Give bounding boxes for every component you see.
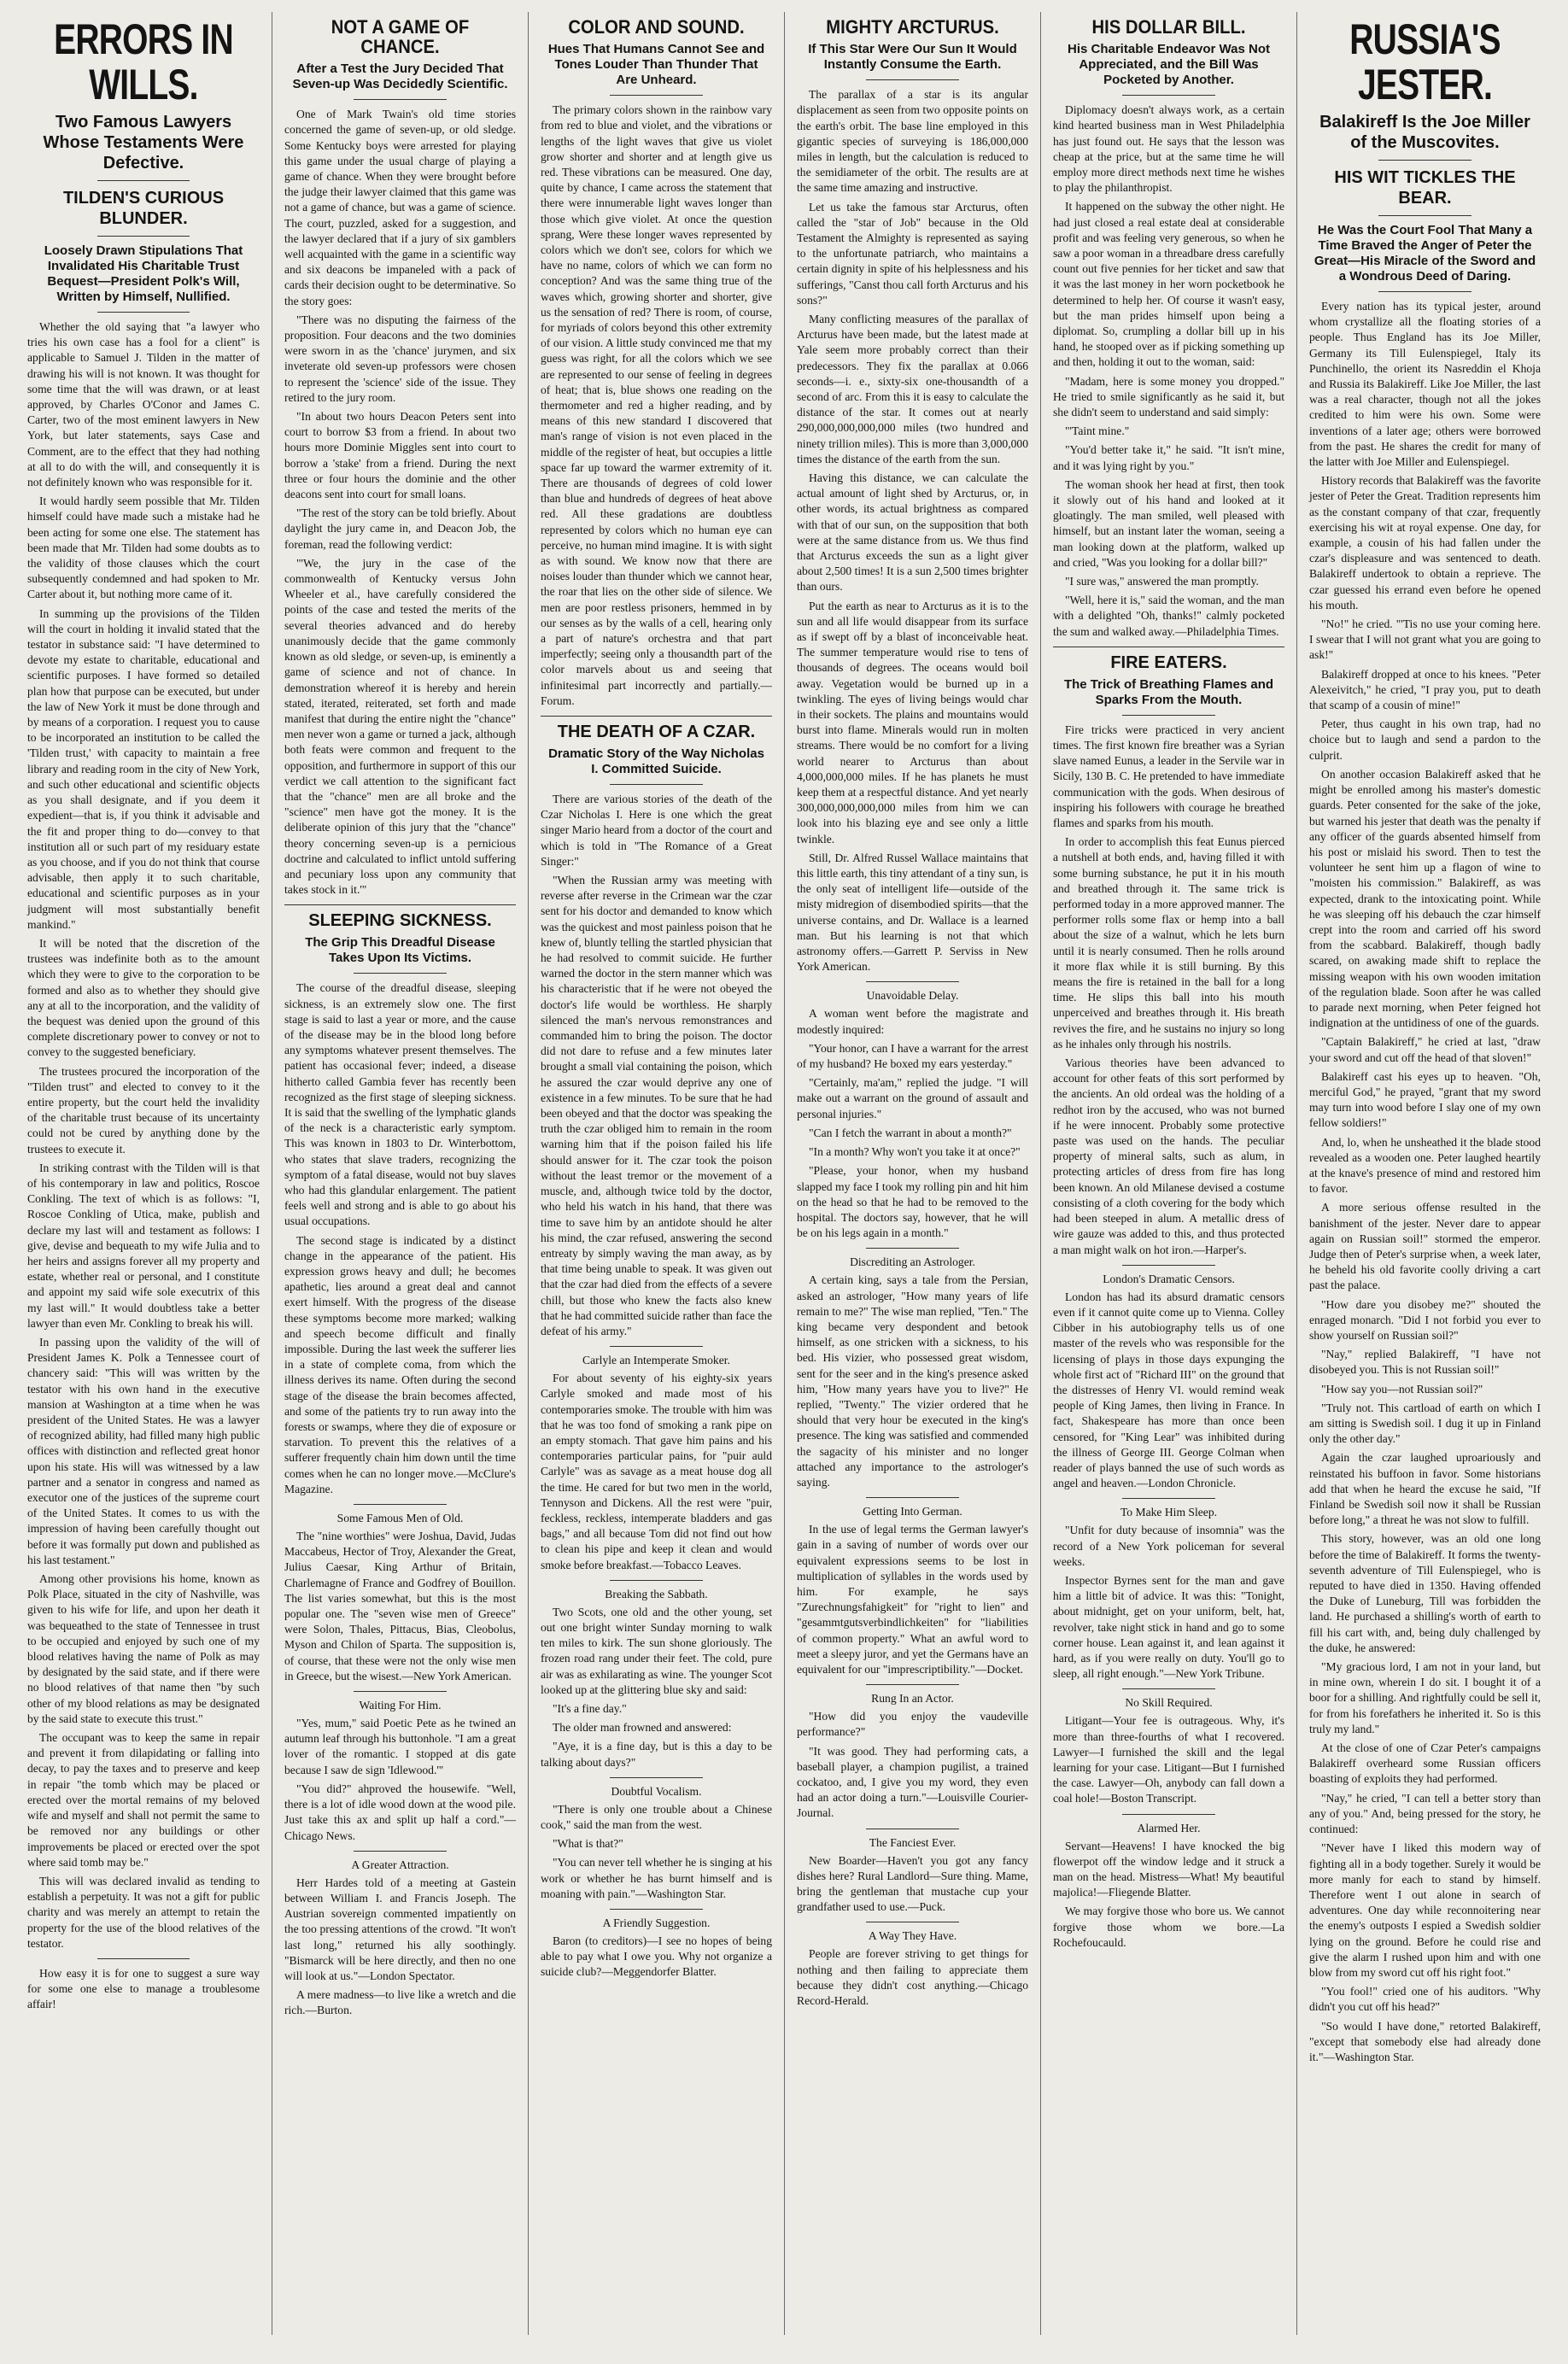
paragraph: For about seventy of his eighty-six years Carlyle smoked and made most of his contemporaries smoke. The trouble with him was that he was too fond of smoking a rank pipe on an empty stomach. That gave him pains and his contemporaries particular pains, for "puir auld Carlyle" was as savage as a meat house dog all the time. He cared for but two men in the world, Tennyson and Dickens. All the rest were "puir, feckless, reckless, intemperate bladders and gas bags," and all because Tom did not find out how to clean his pipe and keep it clean and would smoke before breakfast.—Tobacco Leaves. bbox=[541, 1372, 772, 1571]
paragraph: "Yes, mum," said Poetic Pete as he twined an autumn leaf through his buttonhole. "I am a great lover of the romantic. I stopped at dis gate because I saw de sign 'Idlewood.'" bbox=[284, 1717, 516, 1776]
headline-fire-eaters: FIRE EATERS. bbox=[1110, 652, 1227, 672]
column-color-and-sound bbox=[528, 12, 784, 2335]
paragraph: Put the earth as near to Arcturus as it is to the sun and all life would disappear from its surface as if swept off by a blast of inconceivable heat. The summer temperature would rise to tens of thousands of degrees. The oceans would boil away. Vegetation would be burned up in a twinkling. The eyes of living beings would char in their sockets. The plains and mountains would burst into flame. Minerals would run in molten streams. There would be no comfort for a living world nearer to Arcturus than about 4,000,000,000 miles. If he has planets he must keep them at a respectful distance. And yet nearly 300,000,000,000,000 miles from him we can look into his blazing eye and see only a little twinkle. bbox=[797, 599, 1028, 846]
paragraph: In summing up the provisions of the Tilden will the court in holding it invalid stated that the testator in substance said: "I have determined to devote my estate to charitable, educational and scientific purposes. I have formed so detailed plan how that purpose can be executed, but under the law of New York it must be done through and by means of a corporation. I request you to cause to be incorporated an institution to be called the 'Tilden trust,' with capacity to maintain a free library and reading room in the city of New York, and such other educational and scientific objects as you shall designate, and if you deem it expedient—that is, if you think it advisable and the fit and proper thing to do—convey to that institution all or such part of my residuary estate as you choose, and if you do not think that course advisable, then apply it to such charitable, educational and scientific purposes as in your judgment will most substantially benefit mankind." bbox=[27, 606, 260, 931]
headline-errors-in-wills: ERRORS IN WILLS. bbox=[54, 15, 233, 108]
paragraph: "'Taint mine." bbox=[1065, 424, 1130, 438]
paragraph: In striking contrast with the Tilden will is that of his contemporary in law and politics, Roscoe Conkling. The text of which is as follows: "I, Roscoe Conkling of Utica, make, publish and declare my last will and testament as follows: I give, devise and bequeath to my wife Julia and to her heirs and assigns forever all my property and estate, whether real or personal, and I constitute and appoint my said wife sole executrix of this my last will." It would doubtless take a better lawyer than even Mr. Conkling to break his will. bbox=[27, 1161, 260, 1330]
divider bbox=[610, 1909, 702, 1910]
paragraph: Peter, thus caught in his own trap, had no choice but to laugh and send a pardon to the culprit. bbox=[1309, 717, 1541, 762]
paragraph: "Nay," he cried, "I can tell a better story than any of you." And, being pressed for the story, he continued: bbox=[1309, 1791, 1541, 1836]
paragraph: In the use of legal terms the German lawyer's gain in a saving of number of words over our equivalent expressions seems to be lost in multiplication of syllables in the words used by him. For example, he says "Zurechnungsfahigkeit" for "right to lien" and "gesammtgutsverbindlichkeiten" for "liabilities of common property." What an awful word to meet a sleepy juror, and yet the Germans have an equivalent for our "imprescriptibility."—Docket. bbox=[797, 1523, 1028, 1676]
paragraph: There are various stories of the death of the Czar Nicholas I. Here is one which the great singer Mario heard from a doctor of the court and which is told in "The Romance of a Great Singer:" bbox=[541, 793, 772, 868]
divider bbox=[541, 716, 772, 717]
newspaper-page bbox=[15, 12, 1553, 2335]
paragraph: Herr Hardes told of a meeting at Gastein between William I. and Francis Joseph. The Austrian sovereign commented impatiently on the too pressing attentions of the crowd. "It won't last long," returned his ally soothingly. "Bismarck will be here directly, and then no one will look at us."—London Spectator. bbox=[284, 1875, 516, 1982]
paragraph: "'We, the jury in the case of the commonwealth of Kentucky versus John Wheeler et al., have carefully considered the points of the case and tested the merits of the several theories advanced and do hereby unanimously decide that the game commonly known as old sledge, or seven-up, is eminently a game of science and not of chance. In demonstration whereof it is hereby and herein stated, iterated, reiterated, set forth and made manifest that during the entire night the "chance" men never won a game or turned a jack, although both feats were common and frequent to the opposition, and furthermore in support of this our verdict we call attention to the significant fact that the "chance" men are all broke and the "science" men have got the money. It is the deliberate opinion of this jury that the "chance" theory concerning seven-up is a pernicious doctrine and calculated to inflict untold suffering and pecuniary loss upon any community that takes stock in it.'" bbox=[284, 556, 516, 897]
subhead-friendly-suggestion: A Friendly Suggestion. bbox=[602, 1916, 711, 1930]
paragraph: "Captain Balakireff," he cried at last, "draw your sword and cut off the head of that sloven!" bbox=[1309, 1035, 1541, 1064]
column-his-dollar-bill bbox=[1040, 12, 1296, 2335]
divider bbox=[354, 99, 446, 100]
paragraph: Fire tricks were practiced in very ancient times. The first known fire breather was a Syrian slave named Eunus, a leader in the Servile war in Sicily, 130 B. C. He pretended to have immediate communication with the gods. When desirous of inspiring his followers with courage he breathed flames and sparks from his mouth. bbox=[1053, 723, 1284, 830]
paragraph: A mere madness—to live like a wretch and die rich.—Burton. bbox=[284, 1988, 516, 2017]
paragraph: Balakireff cast his eyes up to heaven. "Oh, merciful God," he prayed, "grant that my sword may turn into wood before I slay one of my own fellow soldiers!" bbox=[1309, 1069, 1541, 1130]
deck-color-and-sound: Hues That Humans Cannot See and Tones Louder Than Thunder That Are Unheard. bbox=[547, 42, 765, 88]
headline-sleeping-sickness: SLEEPING SICKNESS. bbox=[308, 911, 492, 931]
paragraph: On another occasion Balakireff asked that he might be enrolled among his master's domestic guards. Peter consented for the sake of the joke, but warned his jester that death was the penalty if any officer of the guards absented himself from his post or mislaid his sword. Then to test the volunteer he sent him up a flagon of wine to "moisten his commission." Balakireff, as was expected, drank to the intoxicating point. While he was sleeping off his debauch the czar himself crept into the room and carried off his sword from the scabbard. Balakireff, though badly scared, on awaking made shift to replace the missing weapon with his own wooden imitation of the regulation blade. Soon after he was called to parade next morning, when Peter feigned hot indignation at the untidiness of one of the guards. bbox=[1309, 767, 1541, 1030]
deck-errors-1: Two Famous Lawyers Whose Testaments Were Defective. bbox=[43, 113, 244, 173]
paragraph: "Can I fetch the warrant in about a month?" bbox=[809, 1126, 1012, 1139]
divider bbox=[1122, 1688, 1214, 1689]
paragraph: History records that Balakireff was the favorite jester of Peter the Great. Tradition represents him as the constant company of that czar, frequently exercising his wit at royal expense. One day, for example, a cousin of his had fallen under the czar's displeasure and was sentenced to death. Balakireff undertook to obtain a reprieve. The czar guessed his errand even before he opened his mouth. bbox=[1309, 474, 1541, 611]
paragraph: The primary colors shown in the rainbow vary from red to blue and violet, and the vibrations or lengths of the light waves that give us violet grow shorter and shorter and at length give us red. These vibrations can be measured. One day, quite by chance, I came across the statement that there were innumerable light waves longer than those which give violet. At once the question sprang, Were these longer waves represented by colors which we don't see, colors for which we have no name, colors of which we can form no conception? And was the same thing true of the waves which, growing shorter and shorter, give us the sensation of red? There is room, of course, for myriads of colors beyond this other extremity of our vision. A little study convinced me that my guess was right, for all the colors which we see are represented to our sense of feeling in degrees of heat; that is, blue shows one reading on the thermometer and red a higher reading, and by means of this new standard I discovered that man's range of vision is not even placed in the middle of the register of heat, but occupies a little space far up toward the warmer extremity of it. There are thousands of degrees of cold lower than blue and hundreds of degrees of heat above red. All these gradations are doubtless represented by colors which no human eye can perceive, no human mind imagine. It is with sight as with sound. We know now that there are noises louder than thunder which we cannot hear, the roar that lies on the other side of silence. We men are poor restless prisoners, hemmed in by our senses as by the walls of a cell, hearing only a part of nature's orchestra and that part imperfectly; seeing only a thousandth part of the color marvels about us and seeing that infinitesimal part incorrectly and partially.—Forum. bbox=[541, 103, 772, 707]
divider bbox=[1378, 215, 1471, 216]
paragraph: Balakireff dropped at once to his knees. "Peter Alexeivitch," he cried, "I pray you, put to death that scamp of a cousin of mine!" bbox=[1309, 667, 1541, 712]
paragraph: "Well, here it is," said the woman, and the man with a delighted "Oh, thanks!" calmly pocketed the sum and walked away.—Philadelphia Times. bbox=[1053, 594, 1284, 638]
paragraph: Among other provisions his home, known as Polk Place, situated in the city of Nashville, was given to his wife for life, and upon her death it was bequeathed to the state of Tennessee in trust to be occupied and enjoyed by such one of my blood relatives having the name of Polk as may by designated by the said state, and if there were no blood relatives of that name then "by such other of my blood relations as may be designated by the said state to execute this trust." bbox=[27, 1572, 260, 1725]
paragraph: "How say you—not Russian soil?" bbox=[1321, 1382, 1483, 1396]
divider bbox=[1122, 1265, 1214, 1266]
paragraph: "No!" he cried. "'Tis no use your coming here. I swear that I will not grant what you are going to ask!" bbox=[1309, 617, 1541, 662]
subhead-a-way-they-have: A Way They Have. bbox=[868, 1929, 957, 1943]
divider bbox=[284, 904, 516, 905]
divider bbox=[354, 1851, 446, 1852]
column-mighty-arcturus bbox=[784, 12, 1040, 2335]
paragraph: The course of the dreadful disease, sleeping sickness, is an extremely slow one. The first stage is said to last a year or more, and the cause of the disease may be in the blood long before any symptoms whatever present themselves. The patient has occasional fever; indeed, a disease hitherto called Gambia fever has recently been recognized as the first stage of sleeping sickness. It is said that the swelling of the lymphatic glands of the neck is a characteristic early symptom. This was known in 1803 to Dr. Winterbottom, who states that slave traders, recognizing the symptom of a fatal disease, would not buy slaves who had this glandular enlargement. The patient feels well and strong and is able to go about his usual occupations. bbox=[284, 981, 516, 1228]
paragraph: The "nine worthies" were Joshua, David, Judas Maccabeus, Hector of Troy, Alexander the Great, Julius Caesar, King Arthur of Britain, Charlemagne of France and Godfrey of Bouillon. The list varies somewhat, but this is the most popular one. The "seven wise men of Greece" were Solon, Thales, Pittacus, Bias, Cleobolus, Myson and Chilon of Sparta. The supposition is, of course, that these were not the only wise men in Greece, but the wisest.—New York American. bbox=[284, 1530, 516, 1682]
divider bbox=[97, 180, 190, 181]
subhead-doubtful-vocalism: Doubtful Vocalism. bbox=[611, 1784, 702, 1798]
paragraph: "When the Russian army was meeting with reverse after reverse in the Crimean war the czar sent for his doctor and demanded to know which was the quickest and most painless poison that he knew of, bluntly telling the startled physician that he had resolved to commit suicide. He further warned the doctor in the stern manner which was his characteristic that if he were not obeyed the doctor's life would be worthless. He sharply silenced the man's nervous remonstrances and commanded him to bring the poison. The doctor did not dare to refuse and a few minutes later brought a small vial containing the poison, which he assured the czar would deprive any one of existence in a few minutes. To be sure that he had been obeyed and that the doctor was speaking the truth the czar obliged him to remain in the room warning him that if the poison failed his life should answer for it. The czar took the poison without the least tremor or the movement of a muscle, and, although twice told by the doctor, who held his watch in his hand, that there was time to save him by an antidote should he alter his mind, the czar refused, answering the second entreaty by simply waving the man away, as by that time being unable to speak. It was given out that the czar had died from the effects of a severe chill, but those who knew the facts also knew that he had committed suicide rather than face the defeat of his army." bbox=[541, 874, 773, 1337]
paragraph: "You did?" ahproved the housewife. "Well, there is a lot of idle wood down at the wood pile. Just take this ax and split up half a cord."—Chicago News. bbox=[284, 1782, 516, 1842]
divider bbox=[866, 981, 958, 982]
subhead-unavoidable-delay: Unavoidable Delay. bbox=[866, 989, 959, 1003]
subhead-to-make-him-sleep: To Make Him Sleep. bbox=[1120, 1506, 1218, 1519]
paragraph: We may forgive those who bore us. We cannot forgive those whom we bore.—La Rochefoucauld. bbox=[1053, 1905, 1284, 1949]
paragraph: The older man frowned and answered: bbox=[553, 1721, 732, 1735]
paragraph: "You can never tell whether he is singing at his work or whether he has burnt himself and is moaning with pain."—Washington Star. bbox=[541, 1856, 772, 1900]
subhead-famous-men: Some Famous Men of Old. bbox=[336, 1512, 464, 1525]
headline-russias-jester: RUSSIA'S JESTER. bbox=[1349, 15, 1501, 108]
paragraph: Litigant—Your fee is outrageous. Why, it's more than three-fourths of what I recovered. Lawyer—I furnished the skill and the legal learning for your case. Litigant—But I furnished the case. Lawyer—Oh, anybody can fall down a coal hole!—Boston Transcript. bbox=[1053, 1714, 1284, 1805]
deck-his-dollar-bill: His Charitable Endeavor Was Not Appreciated, and the Bill Was Pocketed by Another. bbox=[1068, 42, 1270, 88]
deck-errors-2: TILDEN'S CURIOUS BLUNDER. bbox=[62, 189, 225, 228]
paragraph: The occupant was to keep the same in repair and prevent it from dilapidating or falling into decay, to pay the taxes and to preserve and keep in repair "the tomb which may be placed or erected over the mortal remains of my beloved wife and myself and shall not permit the same to be removed nor any buildings or other improvements be placed or erected over the spot where said tomb may be." bbox=[27, 1731, 260, 1869]
divider bbox=[610, 1346, 702, 1347]
divider bbox=[610, 1777, 702, 1778]
column-russias-jester bbox=[1296, 12, 1553, 2335]
subhead-discrediting-astrologer: Discrediting an Astrologer. bbox=[850, 1255, 975, 1269]
deck-jester-2: HIS WIT TICKLES THE BEAR. bbox=[1334, 168, 1516, 208]
paragraph: Every nation has its typical jester, around whom crystallize all the floating stories of a people. Thus England has its Joe Miller, Germany its Till Eulenspiegel, Italy its Punchinello, the orient its Nasreddin el Khoja and Russia its Balakireff. Like Joe Miller, the last was a real character, though not all the jokes credited to him were his own. Some were inventions of a later age; others were borrowed from the past. He shares the credit for many of the latter with Joe Miller and Eulenspiegel. bbox=[1309, 300, 1541, 469]
headline-color-and-sound: COLOR AND SOUND. bbox=[568, 16, 745, 38]
headline-death-of-a-czar: THE DEATH OF A CZAR. bbox=[557, 723, 756, 742]
paragraph: "The rest of the story can be told briefly. About daylight the jury came in, and Deacon Job, the foreman, read the following verdict: bbox=[284, 506, 516, 551]
paragraph: "So would I have done," retorted Balakireff, "except that somebody else had already done it."—Washington Star. bbox=[1309, 2019, 1541, 2063]
paragraph: This will was declared invalid as tending to establish a perpetuity. It was not a gift for public charity and was merely an attempt to retain the property for the use of the blood relatives of the testator. bbox=[27, 1874, 260, 1950]
paragraph: Diplomacy doesn't always work, as a certain kind hearted business man in West Philadelphia has just found out. He says that the lesson was cheap at the price, but at the same time he will employ more direct methods next time he wishes to play the philanthropist. bbox=[1053, 103, 1284, 195]
paragraph: "You fool!" cried one of his auditors. "Why didn't you cut off his head?" bbox=[1309, 1985, 1541, 2014]
paragraph: At the close of one of Czar Peter's campaigns Balakireff overheard some Russian officers boasting of exploits they had performed. bbox=[1309, 1741, 1541, 1786]
paragraph: "Aye, it is a fine day, but is this a day to be talking about days?" bbox=[541, 1740, 772, 1769]
deck-mighty-arcturus: If This Star Were Our Sun It Would Instantly Consume the Earth. bbox=[808, 42, 1017, 73]
divider bbox=[354, 1504, 446, 1505]
paragraph: "There is only one trouble about a Chinese cook," said the man from the west. bbox=[541, 1802, 772, 1831]
paragraph: Many conflicting measures of the parallax of Arcturus have been made, but the latest made at Yale seem more probably correct than their predecessors. They fix the parallax at 0.066 seconds—i. e., sixty-six one-thousandth of a second of arc. From this it is easy to calculate the distance of the star. It comes out at nearly 290,000,000,000,000 miles (two hundred and ninety trillion miles). This is more than 3,000,000 times the distance of the earth from the sun. bbox=[797, 312, 1028, 465]
paragraph: "There was no disputing the fairness of the proposition. Four deacons and the two dominies were sworn in as the 'chance' jurymen, and six inveterate old seven-up professors were chosen to represent the 'science' side of the issue. They retired to the jury room. bbox=[284, 313, 516, 404]
paragraph: Baron (to creditors)—I see no hopes of being able to pay what I owe you. Why not organize a suicide club?—Meggendorfer Blatter. bbox=[541, 1934, 772, 1979]
divider bbox=[1378, 160, 1471, 161]
paragraph: "It was good. They had performing cats, a baseball player, a champion pugilist, a trained cockatoo, and, I give you my word, they even had an actor doing a turn."—Louisville Courier-Journal. bbox=[797, 1744, 1028, 1820]
paragraph: Inspector Byrnes sent for the man and gave him a little bit of advice. It was this: "Tonight, about midnight, get on your uniform, belt, hat, revolver, take night stick in hand and go to some corner house. Lean against it, and lean against it hard, as if you were really on duty. You'll go to sleep, all right enough."—New York Tribune. bbox=[1053, 1573, 1284, 1681]
subhead-no-skill-required: No Skill Required. bbox=[1125, 1696, 1213, 1710]
deck-sleeping-sickness: The Grip This Dreadful Disease Takes Upon Its Victims. bbox=[305, 935, 495, 966]
subhead-alarmed-her: Alarmed Her. bbox=[1137, 1821, 1201, 1834]
divider bbox=[97, 312, 190, 313]
paragraph: "How dare you disobey me?" shouted the enraged monarch. "Did I not forbid you ever to show yourself on Russian soil?" bbox=[1309, 1297, 1541, 1342]
divider bbox=[866, 79, 958, 80]
paragraph: London has had its absurd dramatic censors even if it cannot quite come up to Vienna. Colley Cibber in his autobiography tells us of one master of the revels who was responsible for the licensing of plays in those days expunging the whole first act of "Richard III" on the ground that the distresses of Henry VI. would remind weak people of King James, then living in France. In fact, Shakespeare has more than once been censored, for "King Lear" was inhibited during the illness of George III. George Colman when reader of plays banned the use of such words as angel and heaven.—London Chronicle. bbox=[1053, 1290, 1284, 1490]
divider bbox=[97, 236, 190, 237]
divider bbox=[866, 1248, 958, 1249]
divider bbox=[1122, 715, 1214, 716]
subhead-greater-attraction: A Greater Attraction. bbox=[351, 1858, 449, 1871]
deck-jester-3: He Was the Court Fool That Many a Time Braved the Anger of Peter the Great—His Miracle of the Sword and a Wondrous Deed of Daring. bbox=[1313, 223, 1536, 284]
divider bbox=[610, 784, 702, 785]
paragraph: The trustees procured the incorporation of the "Tilden trust" and elected to convey to it the entire property, but the court held the invalidity of the charitable trust because of its uncertainty could not be cured by anything done by the trustees to execute it. bbox=[27, 1064, 260, 1156]
paragraph: It would hardly seem possible that Mr. Tilden himself could have made such a mistake had he been acting for some one else. The statement has been made that Mr. Tilden had some doubts as to the validity of those clauses which the court subsequently condemned and had spoken to Mr. Carter about it, but nothing more came of it. bbox=[27, 494, 260, 601]
divider bbox=[1122, 1498, 1214, 1499]
divider bbox=[610, 1580, 702, 1581]
subhead-waiting-for-him: Waiting For Him. bbox=[359, 1699, 442, 1712]
column-not-a-game-of-chance bbox=[272, 12, 528, 2335]
paragraph: Let us take the famous star Arcturus, often called the "star of Job" because in the Old Testament the Almighty is represented as saying to the unfortunate patriarch, who maintains a certain dignity in spite of his helplessness and his sufferings, "Canst thou call forth Arcturus and his sons?" bbox=[797, 200, 1028, 307]
paragraph: It happened on the subway the other night. He had just closed a real estate deal at considerable profit and was feeling very generous, so when he saw a poor woman in a threadbare dress carefully count out five pennies for her ticket and saw that it was the last money in her worn pocketbook he determined to help her. Of course it wasn't easy, but the man prides himself upon being a diplomat. So, crumpling a dollar bill up in his hand, he stooped over as if picking something up and then, holding it out to the woman, said: bbox=[1053, 200, 1284, 369]
subhead-breaking-the-sabbath: Breaking the Sabbath. bbox=[605, 1587, 708, 1600]
paragraph: "Certainly, ma'am," replied the judge. "I will make out a warrant on the ground of assault and personal injuries." bbox=[797, 1076, 1028, 1121]
paragraph: Still, Dr. Alfred Russel Wallace maintains that this little earth, this tiny attendant of a tiny sun, is the only seat of intelligent life—outside of the misty midregion of disembodied spirits—that the universe contains, and Dr. Wallace is a learned man. But his learning is not that which astronomy offers.—Garrett P. Serviss in New York American. bbox=[797, 851, 1028, 974]
column-errors-in-wills bbox=[15, 12, 272, 2335]
deck-fire-eaters: The Trick of Breathing Flames and Sparks From the Mouth. bbox=[1063, 676, 1274, 707]
subhead-dramatic-censors: London's Dramatic Censors. bbox=[1103, 1272, 1235, 1285]
subhead-carlyle: Carlyle an Intemperate Smoker. bbox=[582, 1354, 730, 1367]
divider bbox=[354, 973, 446, 974]
deck-death-of-a-czar: Dramatic Story of the Way Nicholas I. Committed Suicide. bbox=[548, 746, 764, 777]
paragraph: "Truly not. This cartload of earth on which I am sitting is Swedish soil. I dug it up in Finland only the other day." bbox=[1309, 1401, 1541, 1446]
paragraph: The second stage is indicated by a distinct change in the appearance of the patient. His expression grows heavy and dull; he becomes apathetic, lies around a great deal and cannot exert himself. With the progress of the disease these symptoms become more marked; walking and speech become difficult and finally impossible. During the last week the sufferer lies in a state of complete coma, from which the illness derives its name. Often during the second stage of the disease the brain becomes affected, and some of the patients try to run away into the forests or swamps, where they die of exposure or starvation. To prevent this the relatives of a sufferer frequently chain him down until the time comes when he can no longer move.—McClure's Magazine. bbox=[284, 1233, 516, 1495]
paragraph: "Nay," replied Balakireff, "I have not disobeyed you. This is not Russian soil!" bbox=[1309, 1348, 1541, 1377]
paragraph: And, lo, when he unsheathed it the blade stood revealed as a wooden one. Peter laughed heartily at the knave's presence of mind and restored him to favor. bbox=[1309, 1135, 1541, 1196]
divider bbox=[1122, 1814, 1214, 1815]
paragraph: Again the czar laughed uproariously and reinstated his buffoon in favor. Some historians add that when he heard the excuse he said, "If Finland be Swedish soil now it shall be Russian before long," a threat he was not slow to fulfill. bbox=[1309, 1451, 1541, 1527]
paragraph: In passing upon the validity of the will of President James K. Polk a Tennessee court of chancery said: "This will was written by the testator with his own hand in the executive mansion at Washington at a time when he was president of the United States. He was a lawyer of recognized ability, had filled many high public offices with distinction and reflected great honor upon his state. His will was witnessed by a law partner and a senator in congress and named as executor one of the justices of the supreme court of the United States. It comes to us with the impression of having been carefully thought out before it was formally put down and published as his last testament." bbox=[27, 1336, 260, 1566]
paragraph: It will be noted that the discretion of the trustees was indefinite both as to the amount which they were to give to the corporation to be formed and also as to whether they should give any at all to the incorporation, and the validity of the bequest was denied upon the ground of this complete discretionary power to convey or not to convey to the suggested beneficiary. bbox=[27, 936, 260, 1059]
paragraph: In order to accomplish this feat Eunus pierced a nutshell at both ends, and, having filled it with some burning substance, he put it in his mouth and breathed through it. The same trick is performed today in a more approved manner. The performer rolls some flax or hemp into a ball about the size of a walnut, which he lets burn until it is nearly consumed. Then he rolls around it more flax while it is still burning. By this means the fire is retained in the ball for a long time. He slips this ball into his mouth unperceived and breathes through it. His breath revives the fire, and he sustains no injury so long as he inhales only through his nostrils. bbox=[1053, 835, 1284, 1050]
deck-jester-1: Balakireff Is the Joe Miller of the Muscovites. bbox=[1319, 113, 1530, 152]
paragraph: "In about two hours Deacon Peters sent into court to borrow $3 from a friend. In about two hours more Dominie Miggles sent into court to borrow a 'stake' from a friend. During the next three or four hours the dominie and the other deacons sent into court for small loans. bbox=[284, 410, 516, 501]
divider bbox=[1378, 291, 1471, 292]
paragraph: "It's a fine day." bbox=[553, 1701, 627, 1715]
paragraph: One of Mark Twain's old time stories concerned the game of seven-up, or old sledge. Some Kentucky boys were arrested for playing this game under the usual charge of playing a game of chance. When they were brought before the judge their lawyer claimed that this game was not a game of chance, but was a game of science. The court, puzzled, asked for a suggestion, and the lawyer declared that if a jury of six gamblers well acquainted with the game in a scientific way and six deacons be impaneled with a pack of cards their decision ought to be determinative. So the story goes: bbox=[284, 108, 516, 307]
paragraph: Whether the old saying that "a lawyer who tries his own case has a fool for a client" is applicable to Samuel J. Tilden in the matter of drawing his will is not known. It was thought for some time that the will was drawn, or at least approved, by Charles O'Conor and James C. Carter, two of the most eminent lawyers in New York, but later statements, says Case and Comment, are to the effect that they had nothing at all to do with the will, and consequently it is not definitely known who was responsible for it. bbox=[27, 320, 260, 489]
headline-his-dollar-bill: HIS DOLLAR BILL. bbox=[1091, 16, 1246, 38]
paragraph: The woman shook her head at first, then took it slowly out of his hand and looked at it gloatingly. The man smiled, well pleased with himself, but an instant later the woman, seeing a man looking down at the platform, walked up and cried, "Was you looking for a dollar bill?" bbox=[1053, 477, 1284, 569]
paragraph: "You'd better take it," he said. "It isn't mine, and it was lying right by you." bbox=[1053, 443, 1284, 472]
paragraph: A certain king, says a tale from the Persian, asked an astrologer, "How many years of life remain to me?" The wise man replied, "Ten." The king became very despondent and betook himself, as one stricken with a sickness, to his bed. His vizier, who possessed great wisdom, sent for the seer and in the king's presence asked him, "How many years have you to live?" He replied, "Twenty." The vizier ordered that he should that very hour be executed in the king's presence. The king was satisfied and commended the sagacity of his minister and no longer attached any importance to the astrologer's saying. bbox=[797, 1273, 1028, 1489]
paragraph: Two Scots, one old and the other young, set out one bright winter Sunday morning to walk ten miles to kirk. The sun shone gloriously. The frozen road rang under their feet. The cold, pure air was as exhilarating as wine. The younger Scot looked up at the glittering blue sky and said: bbox=[541, 1605, 772, 1696]
paragraph: A more serious offense resulted in the banishment of the jester. Never dare to appear again on Russian soil!" stormed the emperor. Judge then of Peter's surprise when, a week later, he beheld his old favorite coolly driving a cart past the palace. bbox=[1309, 1201, 1541, 1292]
paragraph: "Madam, here is some money you dropped." He tried to smile significantly as he said it, but she didn't seem to understand and said simply: bbox=[1053, 374, 1284, 418]
subhead-rung-in-an-actor: Rung In an Actor. bbox=[871, 1692, 954, 1706]
divider bbox=[354, 1691, 446, 1692]
paragraph: How easy it is for one to suggest a sure way for some one else to manage a troublesome affair! bbox=[27, 1966, 260, 2011]
paragraph: This story, however, was an old one long before the time of Balakireff. It forms the twenty-seventh adventure of Till Eulenspiegel, who is reputed to have died in 1350. Having offended the Duke of Luneburg, Till was forbidden the land. He purchased a shilling's worth of earth to fill his cart with, and, being duly challenged by the duke, he answered: bbox=[1309, 1532, 1541, 1654]
paragraph: "Your honor, can I have a warrant for the arrest of my husband? He boxed my ears yesterday." bbox=[797, 1041, 1028, 1071]
paragraph: "My gracious lord, I am not in your land, but in mine own, wherein I do sit. I bought it of a boor for a shilling. And rightfully could be sell it, for from his forefathers he inherited it. So is this truly my land." bbox=[1309, 1660, 1541, 1735]
paragraph: The parallax of a star is its angular displacement as seen from two opposite points on the earth's orbit. The base line employed in this gigantic species of surveying is 186,000,000 miles in length, but the calculation is reduced to the semidiameter of the orbit. The results are at the same time amazing and instructive. bbox=[797, 88, 1028, 195]
paragraph: "Never have I liked this modern way of fighting all in a body together. Surely it would be more manly for each to stand by himself. Therefore went I out alone in search of adventures. One day while reconnoitering near the enemy's outposts I espied a Swedish soldier lying on the ground. Before he could rise and give the alarm I rushed upon him and with one blow from my sword cut off his right foot." bbox=[1309, 1841, 1541, 1979]
paragraph: People are forever striving to get things for nothing and then failing to appreciate them because they didn't cost anything.—Chicago Record-Herald. bbox=[797, 1947, 1028, 2008]
paragraph: "How did you enjoy the vaudeville performance?" bbox=[797, 1710, 1028, 1739]
paragraph: New Boarder—Haven't you got any fancy dishes here? Rural Landlord—Sure thing. Mame, bring the gentleman that mustache cup your grandfather used to use.—Puck. bbox=[797, 1853, 1028, 1914]
paragraph: A woman went before the magistrate and modestly inquired: bbox=[797, 1007, 1028, 1036]
divider bbox=[610, 95, 702, 96]
subhead-fanciest-ever: The Fanciest Ever. bbox=[869, 1835, 957, 1849]
paragraph: "I sure was," answered the man promptly. bbox=[1065, 574, 1259, 588]
paragraph: Servant—Heavens! I have knocked the big flowerpot off the window ledge and it struck a man on the head. Mistress—What! My beautiful majolica!—Fliegende Blatter. bbox=[1053, 1839, 1284, 1899]
deck-errors-3: Loosely Drawn Stipulations That Invalidated His Charitable Trust Bequest—President Polk's Will, Written by Himself, Nullified. bbox=[44, 243, 243, 304]
divider bbox=[1122, 95, 1214, 96]
subhead-getting-into-german: Getting Into German. bbox=[863, 1505, 962, 1518]
paragraph: Having this distance, we can calculate the actual amount of light shed by Arcturus, or, in other words, its actual brightness as compared with that of our sun, on the supposition that both were at the same distance from us. We thus find that Arcturus exceeds the sun as a light giver about 2,500 times! It is a sun 2,500 times brighter than ours. bbox=[797, 471, 1028, 594]
headline-mighty-arcturus: MIGHTY ARCTURUS. bbox=[826, 16, 999, 38]
divider bbox=[97, 1958, 190, 1959]
headline-not-a-game-of-chance: NOT A GAME OF CHANCE. bbox=[331, 16, 470, 58]
paragraph: "Unfit for duty because of insomnia" was the record of a New York policeman for several weeks. bbox=[1053, 1524, 1284, 1568]
paragraph: Various theories have been advanced to account for other feats of this sort performed by the ancients. An old ordeal was the holding of a redhot iron by the accused, who was not burned if he were innocent. Probably some protective paste was used on the hands. The peculiar property of mineral salts, such as alum, in protecting articles of dress from fire has long been known. An old Milanese devised a costume consisting of a cloth covering for the body which had been steeped in alum. A metallic dress of wire gauze was added to this, and thus protected a man might walk on hot iron.—Harper's. bbox=[1053, 1056, 1284, 1256]
paragraph: "In a month? Why won't you take it at once?" bbox=[809, 1145, 1021, 1159]
divider bbox=[866, 1497, 958, 1498]
paragraph: "Please, your honor, when my husband slapped my face I took my rolling pin and hit him on the head so that he had to be removed to the hospital. The doctors say, however, that he will be on his legs again in a month." bbox=[797, 1164, 1028, 1240]
divider bbox=[866, 1684, 958, 1685]
paragraph: "What is that?" bbox=[553, 1837, 623, 1851]
deck-game-of-chance: After a Test the Jury Decided That Seven-up Was Decidedly Scientific. bbox=[292, 61, 508, 92]
